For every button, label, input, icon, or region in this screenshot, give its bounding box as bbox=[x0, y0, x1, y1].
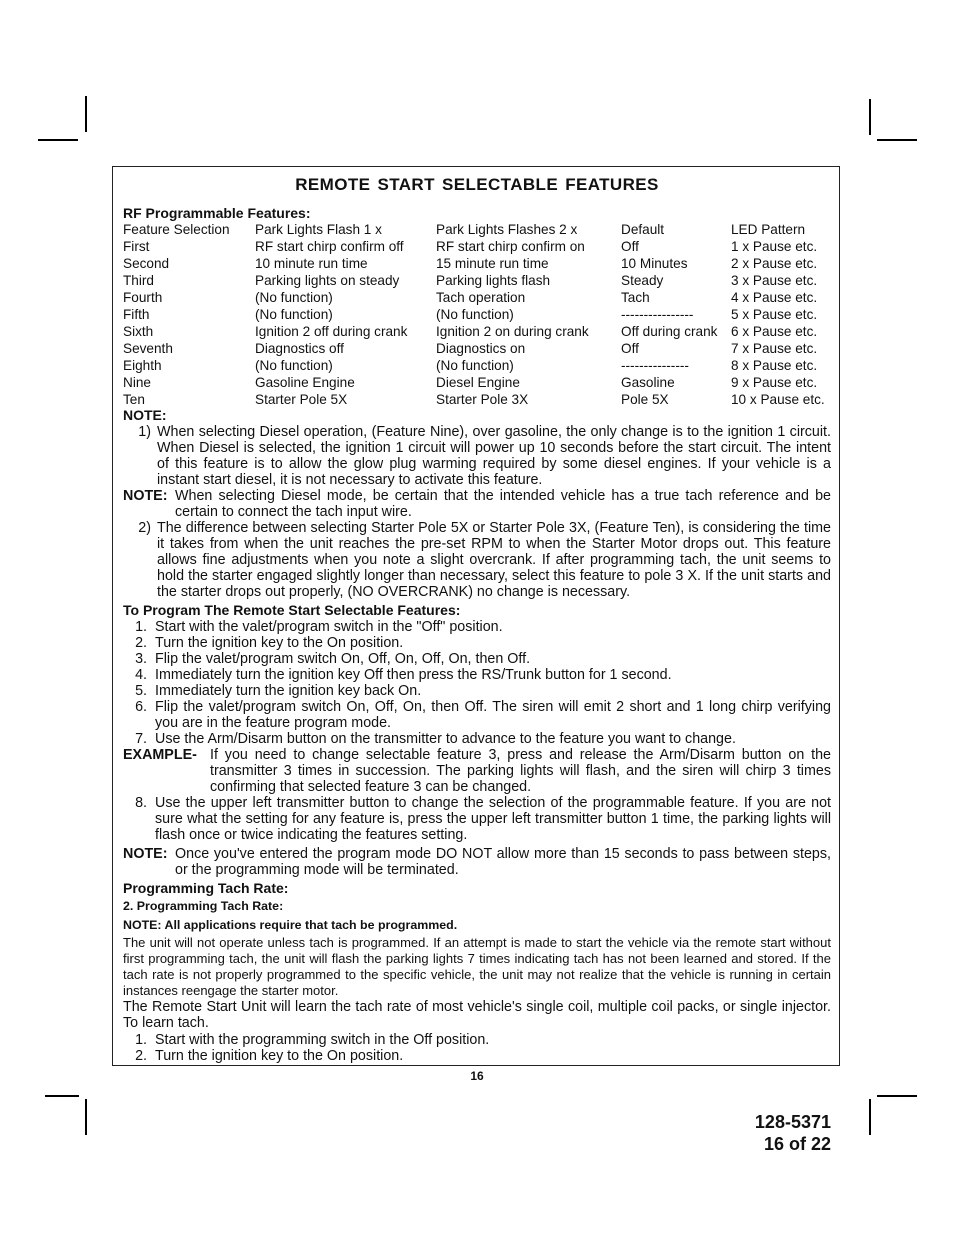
table-cell: Tach operation bbox=[436, 290, 526, 305]
step-text: Use the upper left transmitter button to change the selection of the programmable feature. If you are not sure what the setting for any feature is, press the upper left transmitter button 1 time, the parking lights will flash once or twice indicating the features setting. bbox=[155, 795, 831, 843]
step-text: Turn the ignition key to the On position. bbox=[155, 635, 404, 651]
table-cell: Off bbox=[621, 239, 639, 254]
step-number: 8. bbox=[135, 795, 147, 811]
table-cell: Fourth bbox=[123, 290, 163, 305]
step-number: 4. bbox=[135, 667, 147, 683]
table-cell: (No function) bbox=[255, 307, 333, 322]
table-cell: Ten bbox=[123, 392, 145, 407]
tach-step-item bbox=[123, 1048, 831, 1064]
table-cell: Third bbox=[123, 273, 154, 288]
step-item bbox=[123, 795, 831, 843]
table-cell: Parking lights on steady bbox=[255, 273, 400, 288]
note-timeout bbox=[123, 846, 831, 878]
table-header: Park Lights Flash 1 x bbox=[255, 222, 382, 237]
note-text: When selecting Diesel mode, be certain that the intended vehicle has a true tach reference and be certain to connect the tach input wire. bbox=[175, 488, 831, 520]
table-row bbox=[123, 272, 831, 289]
tach-steps bbox=[123, 1032, 831, 1064]
table-cell: Eighth bbox=[123, 358, 162, 373]
note-text: When selecting Diesel operation, (Feature Nine), over gasoline, the only change is to the ignition 1 circuit. When Diesel is selected, the ignition 1 circuit will power up 10 seconds before the start circuit. The intent of this feature is to allow the glow plug warming required by some diesel engines. If your vehicle is a instant start diesel, it is not necessary to activate this feature. bbox=[157, 424, 831, 488]
table-row bbox=[123, 255, 831, 272]
step-item bbox=[123, 651, 831, 667]
table-cell: Gasoline bbox=[621, 375, 675, 390]
table-cell: Nine bbox=[123, 375, 151, 390]
table-header: LED Pattern bbox=[731, 222, 806, 237]
table-header: Park Lights Flashes 2 x bbox=[436, 222, 578, 237]
crop-mark bbox=[877, 139, 917, 141]
step-text: Turn the ignition key to the On position. bbox=[155, 1048, 404, 1064]
table-cell: ---------------- bbox=[621, 307, 694, 322]
table-cell: Ignition 2 on during crank bbox=[436, 324, 589, 339]
note-number: 2) bbox=[138, 520, 151, 536]
step-item bbox=[123, 635, 831, 651]
table-cell: (No function) bbox=[255, 358, 333, 373]
table-cell: 2 x Pause etc. bbox=[731, 256, 818, 271]
page-frame bbox=[112, 166, 840, 1066]
crop-mark bbox=[45, 1095, 79, 1097]
page-number: 16 bbox=[470, 1069, 484, 1083]
table-cell: Gasoline Engine bbox=[255, 375, 355, 390]
document-id bbox=[755, 1111, 831, 1155]
table-cell: Sixth bbox=[123, 324, 154, 339]
program-steps bbox=[123, 619, 831, 747]
table-body bbox=[123, 238, 831, 408]
table-row bbox=[123, 391, 831, 408]
step-item bbox=[123, 699, 831, 731]
crop-mark bbox=[869, 1099, 871, 1135]
table-cell: 1 x Pause etc. bbox=[731, 239, 818, 254]
note-number: 1) bbox=[138, 424, 151, 440]
step-number: 1. bbox=[135, 619, 147, 635]
table-cell: 15 minute run time bbox=[436, 256, 549, 271]
tach-paragraph: The unit will not operate unless tach is programmed. If an attempt is made to start the vehicle via the remote start without first programming tach, the unit will flash the parking lights 7 times indicating tach has not been learned and stored. If the tach rate is not properly programmed to the specific vehicle, the unit may not realize that the vehicle is running in certain instances reengage the starter motor. bbox=[123, 935, 831, 998]
table-cell: Second bbox=[123, 256, 170, 271]
note-text: Once you've entered the program mode DO NOT allow more than 15 seconds to pass between steps, or the programming mode will be terminated. bbox=[175, 846, 831, 878]
step-number: 2. bbox=[135, 1048, 147, 1064]
table-row bbox=[123, 306, 831, 323]
tach-subheading: 2. Programming Tach Rate: bbox=[123, 899, 284, 913]
learn-paragraph: The Remote Start Unit will learn the tach rate of most vehicle's single coil, multiple coil packs, or single injector. To learn tach. bbox=[123, 999, 831, 1031]
step-number: 6. bbox=[135, 699, 147, 715]
note-heading: NOTE: bbox=[123, 407, 167, 423]
table-cell: RF start chirp confirm on bbox=[436, 239, 585, 254]
table-cell: First bbox=[123, 239, 150, 254]
crop-mark bbox=[85, 96, 87, 132]
step-number: 2. bbox=[135, 635, 147, 651]
note-item bbox=[123, 424, 831, 488]
step-text: Flip the valet/program switch On, Off, On, Off, On, then Off. bbox=[155, 651, 531, 667]
table-row bbox=[123, 357, 831, 374]
step-number: 7. bbox=[135, 731, 147, 747]
table-row bbox=[123, 238, 831, 255]
table-cell: 3 x Pause etc. bbox=[731, 273, 818, 288]
table-cell: 6 x Pause etc. bbox=[731, 324, 818, 339]
tach-step-item bbox=[123, 1032, 831, 1048]
table-cell: Steady bbox=[621, 273, 664, 288]
table-cell: Tach bbox=[621, 290, 650, 305]
step-text: Use the Arm/Disarm button on the transmitter to advance to the feature you want to change. bbox=[155, 731, 736, 747]
table-cell: Off during crank bbox=[621, 324, 718, 339]
table-cell: 8 x Pause etc. bbox=[731, 358, 818, 373]
page-content bbox=[123, 173, 831, 1064]
note-label: NOTE: bbox=[123, 488, 168, 504]
table-cell: Diagnostics on bbox=[436, 341, 526, 356]
table-cell: Diagnostics off bbox=[255, 341, 344, 356]
table-cell: Diesel Engine bbox=[436, 375, 520, 390]
doc-page: 16 of 22 bbox=[763, 1134, 831, 1154]
table-cell: (No function) bbox=[436, 358, 514, 373]
features-table bbox=[123, 221, 831, 408]
step-item bbox=[123, 667, 831, 683]
table-cell: 10 x Pause etc. bbox=[731, 392, 825, 407]
step-item bbox=[123, 731, 831, 747]
table-cell: Ignition 2 off during crank bbox=[255, 324, 408, 339]
step-item bbox=[123, 619, 831, 635]
note-text: The difference between selecting Starter Pole 5X or Starter Pole 3X, (Feature Ten), is considering the time it takes from when the unit reaches the pre-set RPM to when the Starter Motor drops out. This feature allows fine adjustments when you note a slight overcrank. If after programming tach, the unit seems to hold the starter engaged slightly longer than necessary, select this feature to pole 3 X. If the unit starts and the starter drops out properly, (NO OVERCRANK) no change is necessary. bbox=[157, 520, 831, 600]
table-cell: Fifth bbox=[123, 307, 150, 322]
note-item bbox=[123, 520, 831, 600]
step-text: Immediately turn the ignition key Off then press the RS/Trunk button for 1 second. bbox=[155, 667, 672, 683]
table-cell: (No function) bbox=[255, 290, 333, 305]
table-cell: Starter Pole 3X bbox=[436, 392, 529, 407]
table-row bbox=[123, 323, 831, 340]
tach-heading: Programming Tach Rate: bbox=[123, 880, 289, 896]
table-header: Feature Selection bbox=[123, 222, 230, 237]
step-number: 1. bbox=[135, 1032, 147, 1048]
rf-heading: RF Programmable Features: bbox=[123, 205, 311, 221]
table-cell: Seventh bbox=[123, 341, 173, 356]
example-label: EXAMPLE- bbox=[123, 747, 197, 763]
crop-mark bbox=[869, 99, 871, 135]
table-row bbox=[123, 289, 831, 306]
program-heading: To Program The Remote Start Selectable Features: bbox=[123, 602, 461, 618]
table-cell: 5 x Pause etc. bbox=[731, 307, 818, 322]
step-text: Start with the valet/program switch in the "Off" position. bbox=[155, 619, 503, 635]
crop-mark bbox=[85, 1099, 87, 1135]
table-header: Default bbox=[621, 222, 665, 237]
table-cell: 7 x Pause etc. bbox=[731, 341, 818, 356]
table-cell: RF start chirp confirm off bbox=[255, 239, 404, 254]
note-diesel bbox=[123, 488, 831, 520]
table-cell: --------------- bbox=[621, 358, 689, 373]
crop-mark bbox=[38, 139, 78, 141]
step-text: Flip the valet/program switch On, Off, On, then Off. The siren will emit 2 short and 1 long chirp verifying you are in the feature program mode. bbox=[155, 699, 831, 731]
page-title: REMOTE START SELECTABLE FEATURES bbox=[295, 175, 659, 194]
table-cell: Parking lights flash bbox=[436, 273, 551, 288]
table-cell: Off bbox=[621, 341, 639, 356]
step-text: Immediately turn the ignition key back On. bbox=[155, 683, 422, 699]
step-item bbox=[123, 683, 831, 699]
table-cell: 10 Minutes bbox=[621, 256, 688, 271]
doc-number: 128-5371 bbox=[754, 1112, 831, 1132]
example-text: If you need to change selectable feature 3, press and release the Arm/Disarm button on the transmitter 3 times in succession. The parking lights will flash, and the siren will chirp 3 times confirming that selected feature 3 can be changed. bbox=[210, 747, 831, 795]
table-header-row bbox=[123, 221, 831, 238]
table-cell: 9 x Pause etc. bbox=[731, 375, 818, 390]
note-label: NOTE: bbox=[123, 846, 168, 862]
table-row bbox=[123, 340, 831, 357]
step-number: 5. bbox=[135, 683, 147, 699]
table-cell: 10 minute run time bbox=[255, 256, 368, 271]
step-text: Start with the programming switch in the Off position. bbox=[155, 1032, 490, 1048]
table-cell: 4 x Pause etc. bbox=[731, 290, 818, 305]
example-block bbox=[123, 747, 831, 795]
table-cell: (No function) bbox=[436, 307, 514, 322]
tach-note: NOTE: All applications require that tach be programmed. bbox=[123, 918, 458, 932]
table-row bbox=[123, 374, 831, 391]
step-number: 3. bbox=[135, 651, 147, 667]
table-cell: Starter Pole 5X bbox=[255, 392, 348, 407]
table-cell: Pole 5X bbox=[621, 392, 669, 407]
crop-mark bbox=[877, 1095, 917, 1097]
